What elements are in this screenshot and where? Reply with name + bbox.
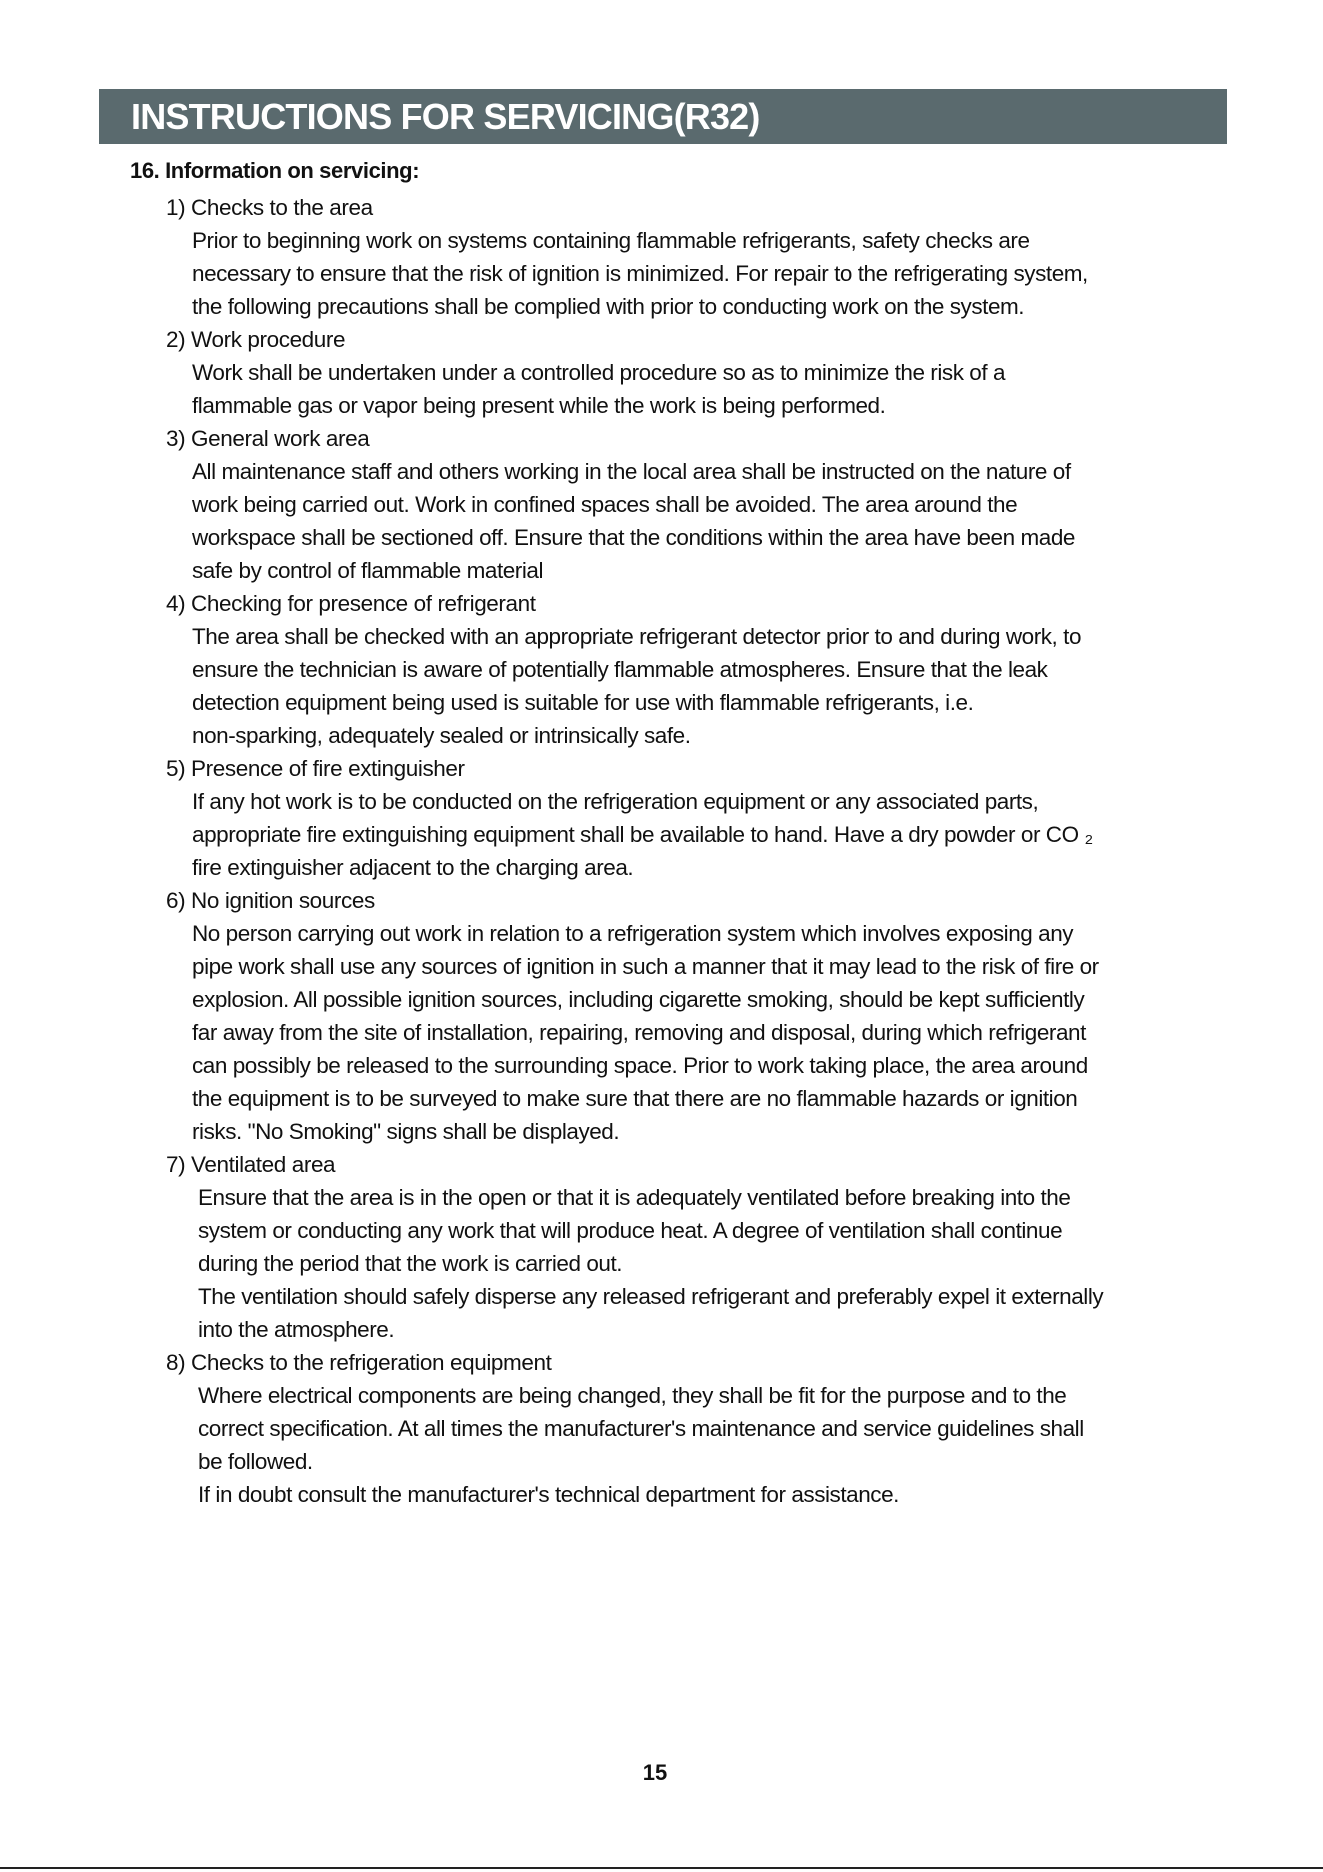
body-line: detection equipment being used is suitable for use with flammable refrigerants, i.e. [192, 690, 974, 715]
item-title: 5) Presence of fire extinguisher [166, 756, 465, 781]
item-title: 4) Checking for presence of refrigerant [166, 591, 536, 616]
body-line: non-sparking, adequately sealed or intrinsically safe. [192, 723, 691, 748]
section-heading: 16. Information on servicing: [130, 158, 420, 183]
body-line: flammable gas or vapor being present while the work is being performed. [192, 393, 886, 418]
body-line: workspace shall be sectioned off. Ensure that the conditions within the area have been made [192, 525, 1075, 550]
list-item [166, 422, 1266, 587]
body-line: be followed. [198, 1449, 313, 1474]
body-line: If in doubt consult the manufacturer's technical department for assistance. [198, 1482, 899, 1507]
body-line: safe by control of flammable material [192, 558, 544, 583]
list-item [166, 587, 1266, 752]
list-item [166, 884, 1266, 1148]
body-line: If any hot work is to be conducted on the refrigeration equipment or any associated parts, [192, 789, 1039, 814]
item-title: 2) Work procedure [166, 327, 346, 352]
item-title: 3) General work area [166, 426, 370, 451]
body-line: correct specification. At all times the manufacturer's maintenance and service guidelines shall [198, 1416, 1084, 1441]
item-title: 1) Checks to the area [166, 195, 373, 220]
body-line: the following precautions shall be complied with prior to conducting work on the system. [192, 294, 1025, 319]
item-body [192, 785, 1266, 884]
body-line: risks. "No Smoking" signs shall be displayed. [192, 1119, 620, 1144]
body-line: work being carried out. Work in confined spaces shall be avoided. The area around the [192, 492, 1018, 517]
body-line: into the atmosphere. [198, 1317, 395, 1342]
header-bar [99, 89, 1227, 144]
item-title: 6) No ignition sources [166, 888, 375, 913]
item-title: 8) Checks to the refrigeration equipment [166, 1350, 552, 1375]
body-line: system or conducting any work that will produce heat. A degree of ventilation shall continue [198, 1218, 1063, 1243]
body-line: No person carrying out work in relation to a refrigeration system which involves exposing any [192, 921, 1074, 946]
item-title: 7) Ventilated area [166, 1152, 336, 1177]
body-line: far away from the site of installation, repairing, removing and disposal, during which refrigerant [192, 1020, 1086, 1045]
body-line: fire extinguisher adjacent to the charging area. [192, 855, 634, 880]
body-line: the equipment is to be surveyed to make sure that there are no flammable hazards or ignition [192, 1086, 1078, 1111]
page-number: 15 [642, 1760, 668, 1785]
body-line: appropriate fire extinguishing equipment shall be available to hand. Have a dry powder or CO ₂ [192, 822, 1093, 847]
item-body [192, 224, 1266, 323]
list-item [166, 752, 1266, 884]
list-item [166, 323, 1266, 422]
bottom-rule [0, 1867, 1323, 1869]
item-body [192, 356, 1266, 422]
body-line: Prior to beginning work on systems containing flammable refrigerants, safety checks are [192, 228, 1030, 253]
item-body [198, 1181, 1266, 1346]
list-item [166, 1148, 1266, 1346]
list-item [166, 191, 1266, 323]
body-line: ensure the technician is aware of potentially flammable atmospheres. Ensure that the leak [192, 657, 1048, 682]
body-line: during the period that the work is carried out. [198, 1251, 623, 1276]
page-title: INSTRUCTIONS FOR SERVICING(R32) [131, 95, 760, 137]
body-line: The ventilation should safely disperse any released refrigerant and preferably expel it externally [198, 1284, 1104, 1309]
item-body [198, 1379, 1266, 1511]
body-line: Ensure that the area is in the open or that it is adequately ventilated before breaking into the [198, 1185, 1071, 1210]
body-line: All maintenance staff and others working in the local area shall be instructed on the nature of [192, 459, 1071, 484]
body-line: Where electrical components are being changed, they shall be fit for the purpose and to the [198, 1383, 1067, 1408]
body-line: explosion. All possible ignition sources, including cigarette smoking, should be kept sufficiently [192, 987, 1085, 1012]
body-line: pipe work shall use any sources of ignition in such a manner that it may lead to the risk of fire or [192, 954, 1099, 979]
item-body [192, 620, 1266, 752]
list-item [166, 1346, 1266, 1511]
servicing-items [166, 191, 1266, 1511]
body-line: necessary to ensure that the risk of ignition is minimized. For repair to the refrigerating system, [192, 261, 1088, 286]
item-body [192, 917, 1266, 1148]
body-line: The area shall be checked with an appropriate refrigerant detector prior to and during work, to [192, 624, 1082, 649]
body-line: can possibly be released to the surrounding space. Prior to work taking place, the area around [192, 1053, 1088, 1078]
body-line: Work shall be undertaken under a controlled procedure so as to minimize the risk of a [192, 360, 1006, 385]
item-body [192, 455, 1266, 587]
